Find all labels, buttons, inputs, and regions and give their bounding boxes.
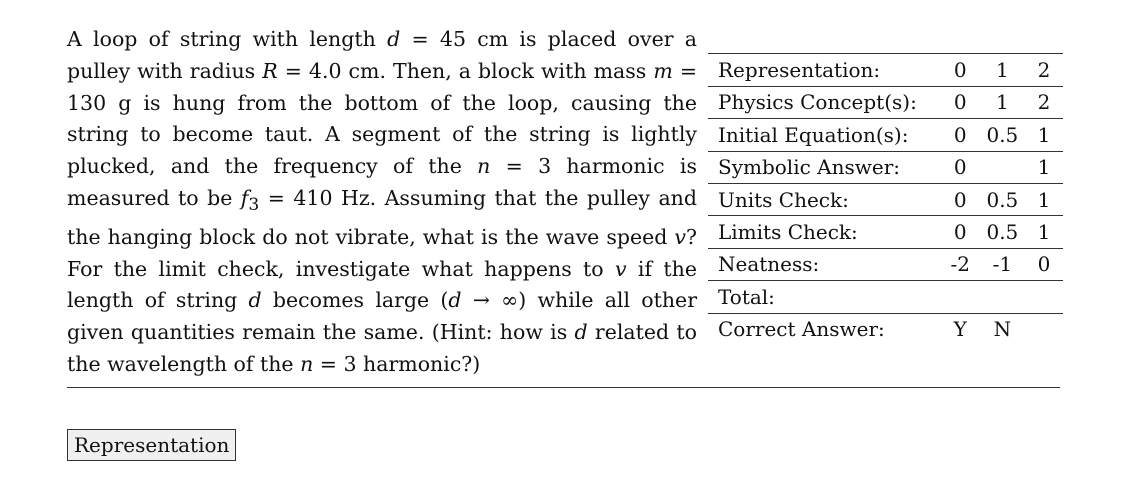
grading-rubric-table xyxy=(708,22,1063,345)
variable-v: v xyxy=(674,224,686,249)
variable-d: d xyxy=(448,288,462,313)
rubric-label: Units Check: xyxy=(708,183,941,215)
problem-text-part: = 410 Hz. Assuming that the pulley and the hanging block do not vibrate, what is the wave speed xyxy=(67,185,697,249)
rubric-score-option: 0 xyxy=(941,54,980,86)
variable-n: n xyxy=(300,352,314,377)
rubric-score-option: 1 xyxy=(980,54,1025,86)
problem-text-part: = 4.0 cm. Then, a block with mass xyxy=(277,58,654,83)
rubric-row-units-check xyxy=(708,183,1063,215)
rubric-label: Physics Concept(s): xyxy=(708,86,941,118)
problem-text-part: A loop of string with length xyxy=(67,27,388,51)
rubric-label: Initial Equation(s): xyxy=(708,119,941,151)
rubric-label: Symbolic Answer: xyxy=(708,151,941,183)
rubric-score-option: 0.5 xyxy=(980,216,1025,248)
rubric-score-option: 0.5 xyxy=(980,183,1025,215)
rubric-row-correct-answer xyxy=(708,313,1063,345)
problem-text-part: → ∞) while all other given quantities remain the same. (Hint: how is xyxy=(67,288,697,345)
problem-text-part: = 3 harmonic is measured to be xyxy=(67,154,697,210)
subscript-3: 3 xyxy=(248,195,260,216)
rubric-label: Representation: xyxy=(708,54,941,86)
rubric-label: Total: xyxy=(708,281,941,313)
rubric-score-option: 0.5 xyxy=(980,119,1025,151)
rubric-score-option: Y xyxy=(953,317,967,342)
variable-d: d xyxy=(387,27,401,51)
rubric-score-option: N xyxy=(993,317,1012,342)
rubric-row-total xyxy=(708,281,1063,313)
problem-text-part: = 3 harmonic?) xyxy=(313,352,481,377)
rubric-score-option xyxy=(1025,281,1063,313)
variable-f: f xyxy=(240,185,249,210)
representation-button[interactable]: Representation xyxy=(67,429,236,461)
rubric-score-option: 1 xyxy=(980,86,1025,118)
rubric-score-option xyxy=(980,151,1025,183)
rubric-label: Correct Answer: xyxy=(718,317,885,342)
rubric-score-option: 0 xyxy=(941,151,980,183)
rubric-row-physics-concepts xyxy=(708,86,1063,118)
rubric-label: Limits Check: xyxy=(708,216,941,248)
problem-statement xyxy=(67,24,697,381)
rubric-score-option: 1 xyxy=(1025,119,1063,151)
variable-n: n xyxy=(477,154,491,179)
rubric-score-option: 0 xyxy=(941,119,980,151)
rubric-row-symbolic-answer xyxy=(708,151,1063,183)
problem-text-part: related to the wavelength of the xyxy=(67,320,697,377)
problem-text-part: becomes large ( xyxy=(261,288,449,313)
rubric-row-representation xyxy=(708,54,1063,86)
problem-text-part: ? For the limit check, investigate what happens to xyxy=(67,224,697,281)
rubric-score-option: 0 xyxy=(1025,248,1063,280)
rubric-score-option: 1 xyxy=(1025,183,1063,215)
problem-text-part: = 45 cm is placed over a pulley with radius xyxy=(67,27,697,83)
rubric-score-option: 1 xyxy=(1025,216,1063,248)
rubric-score-option: 2 xyxy=(1025,86,1063,118)
variable-d: d xyxy=(248,288,262,313)
rubric-score-option: -2 xyxy=(941,248,980,280)
rubric-row-neatness xyxy=(708,248,1063,280)
rubric-score-option xyxy=(1025,313,1063,345)
rubric-score-option xyxy=(941,281,980,313)
rubric-score-option: 0 xyxy=(941,216,980,248)
rubric-row-limits-check xyxy=(708,216,1063,248)
problem-text xyxy=(67,24,697,381)
problem-text-part: if the length of string xyxy=(67,256,697,313)
rubric-score-option: 0 xyxy=(941,86,980,118)
rubric-score-option: 1 xyxy=(1025,151,1063,183)
rubric-header-row xyxy=(708,22,1063,54)
variable-r: R xyxy=(262,58,278,83)
rubric-score-option: 0 xyxy=(941,183,980,215)
rubric-score-option xyxy=(980,281,1025,313)
rubric-score-option: 2 xyxy=(1025,54,1063,86)
variable-d: d xyxy=(574,320,588,345)
section-divider xyxy=(67,387,1060,388)
rubric-row-initial-equations xyxy=(708,119,1063,151)
variable-m: m xyxy=(653,58,673,83)
variable-v: v xyxy=(614,256,627,281)
rubric-label: Neatness: xyxy=(708,248,941,280)
problem-text-part: = 130 g is hung from the bottom of the loop, causing the string to become taut. A segment of the string is lightly plucked, and the frequency of the xyxy=(67,58,697,179)
rubric-score-option: -1 xyxy=(980,248,1025,280)
